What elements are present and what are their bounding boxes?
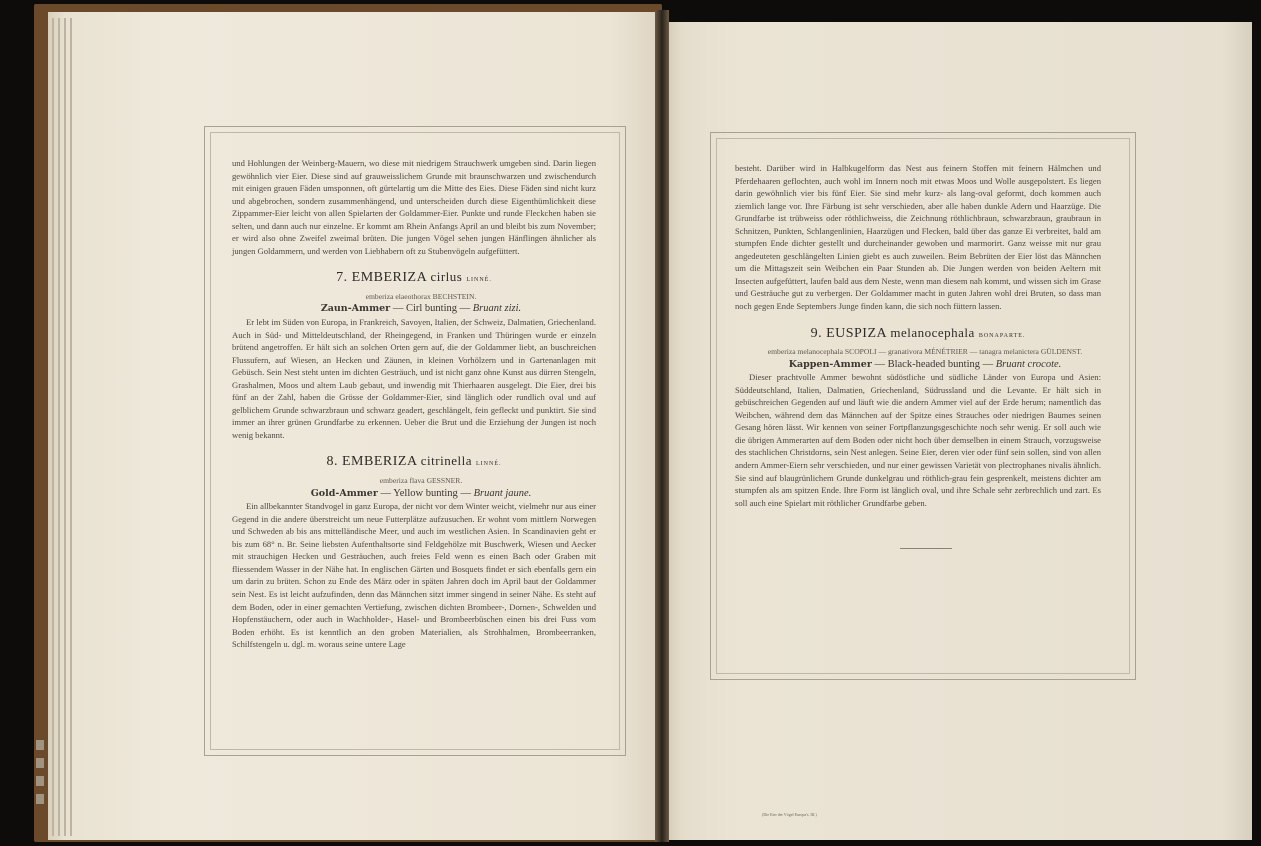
section-9-synonym: emberiza melanocephala SCOPOLI — granativora MÉNÉTRIER — tanagra melanictera GÜLDENST.	[767, 347, 1083, 357]
section-8-synonym: emberiza flava GESSNER.	[379, 476, 463, 486]
section-8-common-names: Gold-Ammer — Yellow bunting — Bruant jaune.	[310, 487, 532, 499]
section-9-heading: 9. EUSPIZA melanocephala BONAPARTE.	[810, 324, 1026, 341]
page-stack-edge	[58, 18, 60, 836]
page-footnote: (Die Eier der Vögel Europa's. III.)	[762, 812, 817, 817]
section-9-text: Dieser prachtvolle Ammer bewohnt südöstliche und südliche Länder von Europa und Asien: Süddeutschland, Italien, Dalmatien, Griechenland, Südrussland und die Levante. Er hält sich in gebüschreichen Gegenden auf und läuft wie die andern Ammer viel auf der Erde herum; namentlich das Weibchen, während dem das Männchen auf der Spitze eines Strauches oder niedrigen Baumes seinen Gesang hören lässt. Wir kennen von seiner Fortpflanzungsgeschichte noch sehr wenig. Er soll auch wie die übrigen Ammerarten auf dem Boden oder nicht hoch über demselben in einem Strauch, vorzugsweise des stachlichen Christdorns, sein Nest anlegen. Seine Eier, deren vier oder fünf sein sollen, sind von allen andern Ammer-Eiern sehr verschieden, und nur einer gewissen Varietät von plectrophanes nivalis ähnlich. Sie sind auf blaugrünlichem Grunde dunkelgrau und röthlich-grau fein gesprenkelt, meistens dichter am stumpfen als am spitzen Ende. Ihre Form ist länglich oval, und ihre Schale sehr zerbrechlich und zart. Es soll auch eine Spielart mit röthlicher Grundfarbe geben.	[735, 372, 1101, 508]
right-page-text	[735, 162, 1101, 509]
right-intro-paragraph: besteht. Darüber wird in Halbkugelform das Nest aus feinern Stoffen mit feinern Hälmchen und Pferdehaaren geflochten, auch wohl im Innern noch mit etwas Moos und Wolle ausgepolstert. Es liegen darin gewöhnlich vier bis fünf Eier. Sie sind mehr kurz- als lang-oval geformt, doch kommen auch ziemlich lange vor. Ihre Färbung ist sehr verschieden, aber alle haben dunkle Adern und Haarzüge. Die Grundfarbe ist trübweiss oder röthlichweiss, die Zeichnung röthlichbraun, schwarzbraun, graubraun in Schnitzen, Punkten, Schlangenlinien, Haarzügen und Flecken, bald über das ganze Ei verbreitet, bald am stumpfen Ende dichter gestellt und durcheinander gewoben und marmorirt. Ganz weisse mit nur grau angedeuteten geschlängelten Linien giebt es auch zuweilen. Beim Bebrüten der Eier löst das Männchen um die Mittagszeit sein Weibchen ein Paar Stunden ab. Die Jungen werden von beiden Aeltern mit Insecten aufgefüttert, laufen bald aus dem Neste, wenn man diesem nah kommt, und wissen sich im Grase und Gesträuche gut zu verbergen. Der Goldammer macht in guten Jahren wohl drei Bruten, so dass man noch gegen Ende Septembers Junge finden kann, die sich noch füttern lassen.	[735, 163, 1101, 312]
page-stack-edge	[64, 18, 66, 836]
section-7-synonym: emberiza elaeothorax BECHSTEIN.	[365, 291, 477, 301]
section-7-common-names: Zaun-Ammer — Cirl bunting — Bruant zizi.	[320, 303, 522, 315]
section-8-heading: 8. EMBERIZA citrinella LINNÉ.	[326, 453, 502, 470]
left-page-text	[232, 157, 596, 651]
book-gutter	[655, 10, 669, 842]
section-7-text: Er lebt im Süden von Europa, in Frankreich, Savoyen, Italien, der Schweiz, Dalmatien, Griechenland. Auch in Süd- und Mitteldeutschland, der Rheingegend, in Franken und Thüringen wurde er einzeln brütend angetroffen. Er hält sich an solchen Orten gern auf, die der Goldammer liebt, an buschreichen Flussufern, auf Wiesen, an Hecken und Zäunen, in kleinen Vorhölzern und in Gartenanlagen mit Gebüsch. Sein Nest steht unten im dichten Gesträuch, und ist nicht ganz ohne Kunst aus dürren Stengeln, Grashalmen, Moos und altem Laub gebaut, und inwendig mit Thierhaaren ausgelegt. Die Eier, drei bis fünf an der Zahl, haben die Grösse der Goldammer-Eier, sind länglich oder rundlich oval und auf gelblichem Grunde schwarzbraun und schwarz geadert, geschlängelt, fein gefleckt und punktirt. Sie sind immer an ihrer grünen Grundfarbe zu erkennen. Ueber die Brut und die Erziehung der Jungen ist noch wenig bekannt.	[232, 317, 596, 440]
section-end-rule	[900, 548, 952, 549]
page-stack-edge	[52, 18, 54, 836]
left-intro-paragraph: und Hohlungen der Weinberg-Mauern, wo diese mit niedrigem Strauchwerk umgeben sind. Darin liegen gewöhnlich vier Eier. Diese sind auf grauweisslichem Grunde mit braunschwarzen und zwischendurch mit einigen grauen Fäden umsponnen, oft gürtelartig um die Mitte des Eies. Diese Fäden sind nicht kurz und abgebrochen, sondern zusammenhängend, und unterscheiden durch diese Eigenthümlichkeit diese Zippammer-Eier leicht von allen Spielarten der Goldammer-Eier. Punkte und runde Fleckchen haben sie selten, und dann auch nur einzelne. Er kommt am Rhein Anfangs April an und bleibt bis zum November; er wird also ohne Zweifel zweimal brüten. Die jungen Vögel sehen jungen Hänflingen ähnlicher als jungen Goldammern, und werden von Liebhabern oft zu Stubenvögeln aufgefüttert.	[232, 158, 596, 256]
section-9-common-names: Kappen-Ammer — Black-headed bunting — Bruant crocote.	[788, 358, 1062, 370]
section-8-text: Ein allbekannter Standvogel in ganz Europa, der nicht vor dem Winter weicht, vielmehr nur aus einer Gegend in die andere überstreicht um neue Futterplätze aufzusuchen. Er wohnt vom mittlern Norwegen und Schweden ab bis ans mittelländische Meer, und auch im westlichen Asien. In Scandinavien geht er bis zum 68° n. Br. Seine liebsten Aufenthaltsorte sind Feldgehölze mit Buschwerk, Wiesen und Aecker mit strauchigen Hecken und Gesträuchen, auch freies Feld wenn es einen Bach oder Graben mit fliessendem Wasser in der Nähe hat. In englischen Gärten und Bosquets findet er sich ebenfalls gern ein um darin zu brüten. Schon zu Ende des März oder in späten Jahren doch im April baut der Goldammer sein Nest. Es ist leicht aufzufinden, denn das Männchen sitzt immer singend in seiner Nähe. Es steht auf dem Boden, oder in einer gemachten Vertiefung, zwischen dichten Brombeer-, Dornen-, Schwelden und Hopfenstäuchern, oder auch in Wachholder-, Hasel- und Brombeerbüschen einen bis drei Fuss vom Boden erhöht. Es ist kenntlich an den groben Materialien, als Strohhalmen, Brombeerranken, Schilfstengeln u. dgl. m. woraus seine untere Lage	[232, 501, 596, 650]
section-7-heading: 7. EMBERIZA cirlus LINNÉ.	[336, 269, 492, 286]
page-stack-edge	[70, 18, 72, 836]
page-edge-tabs	[36, 740, 44, 830]
